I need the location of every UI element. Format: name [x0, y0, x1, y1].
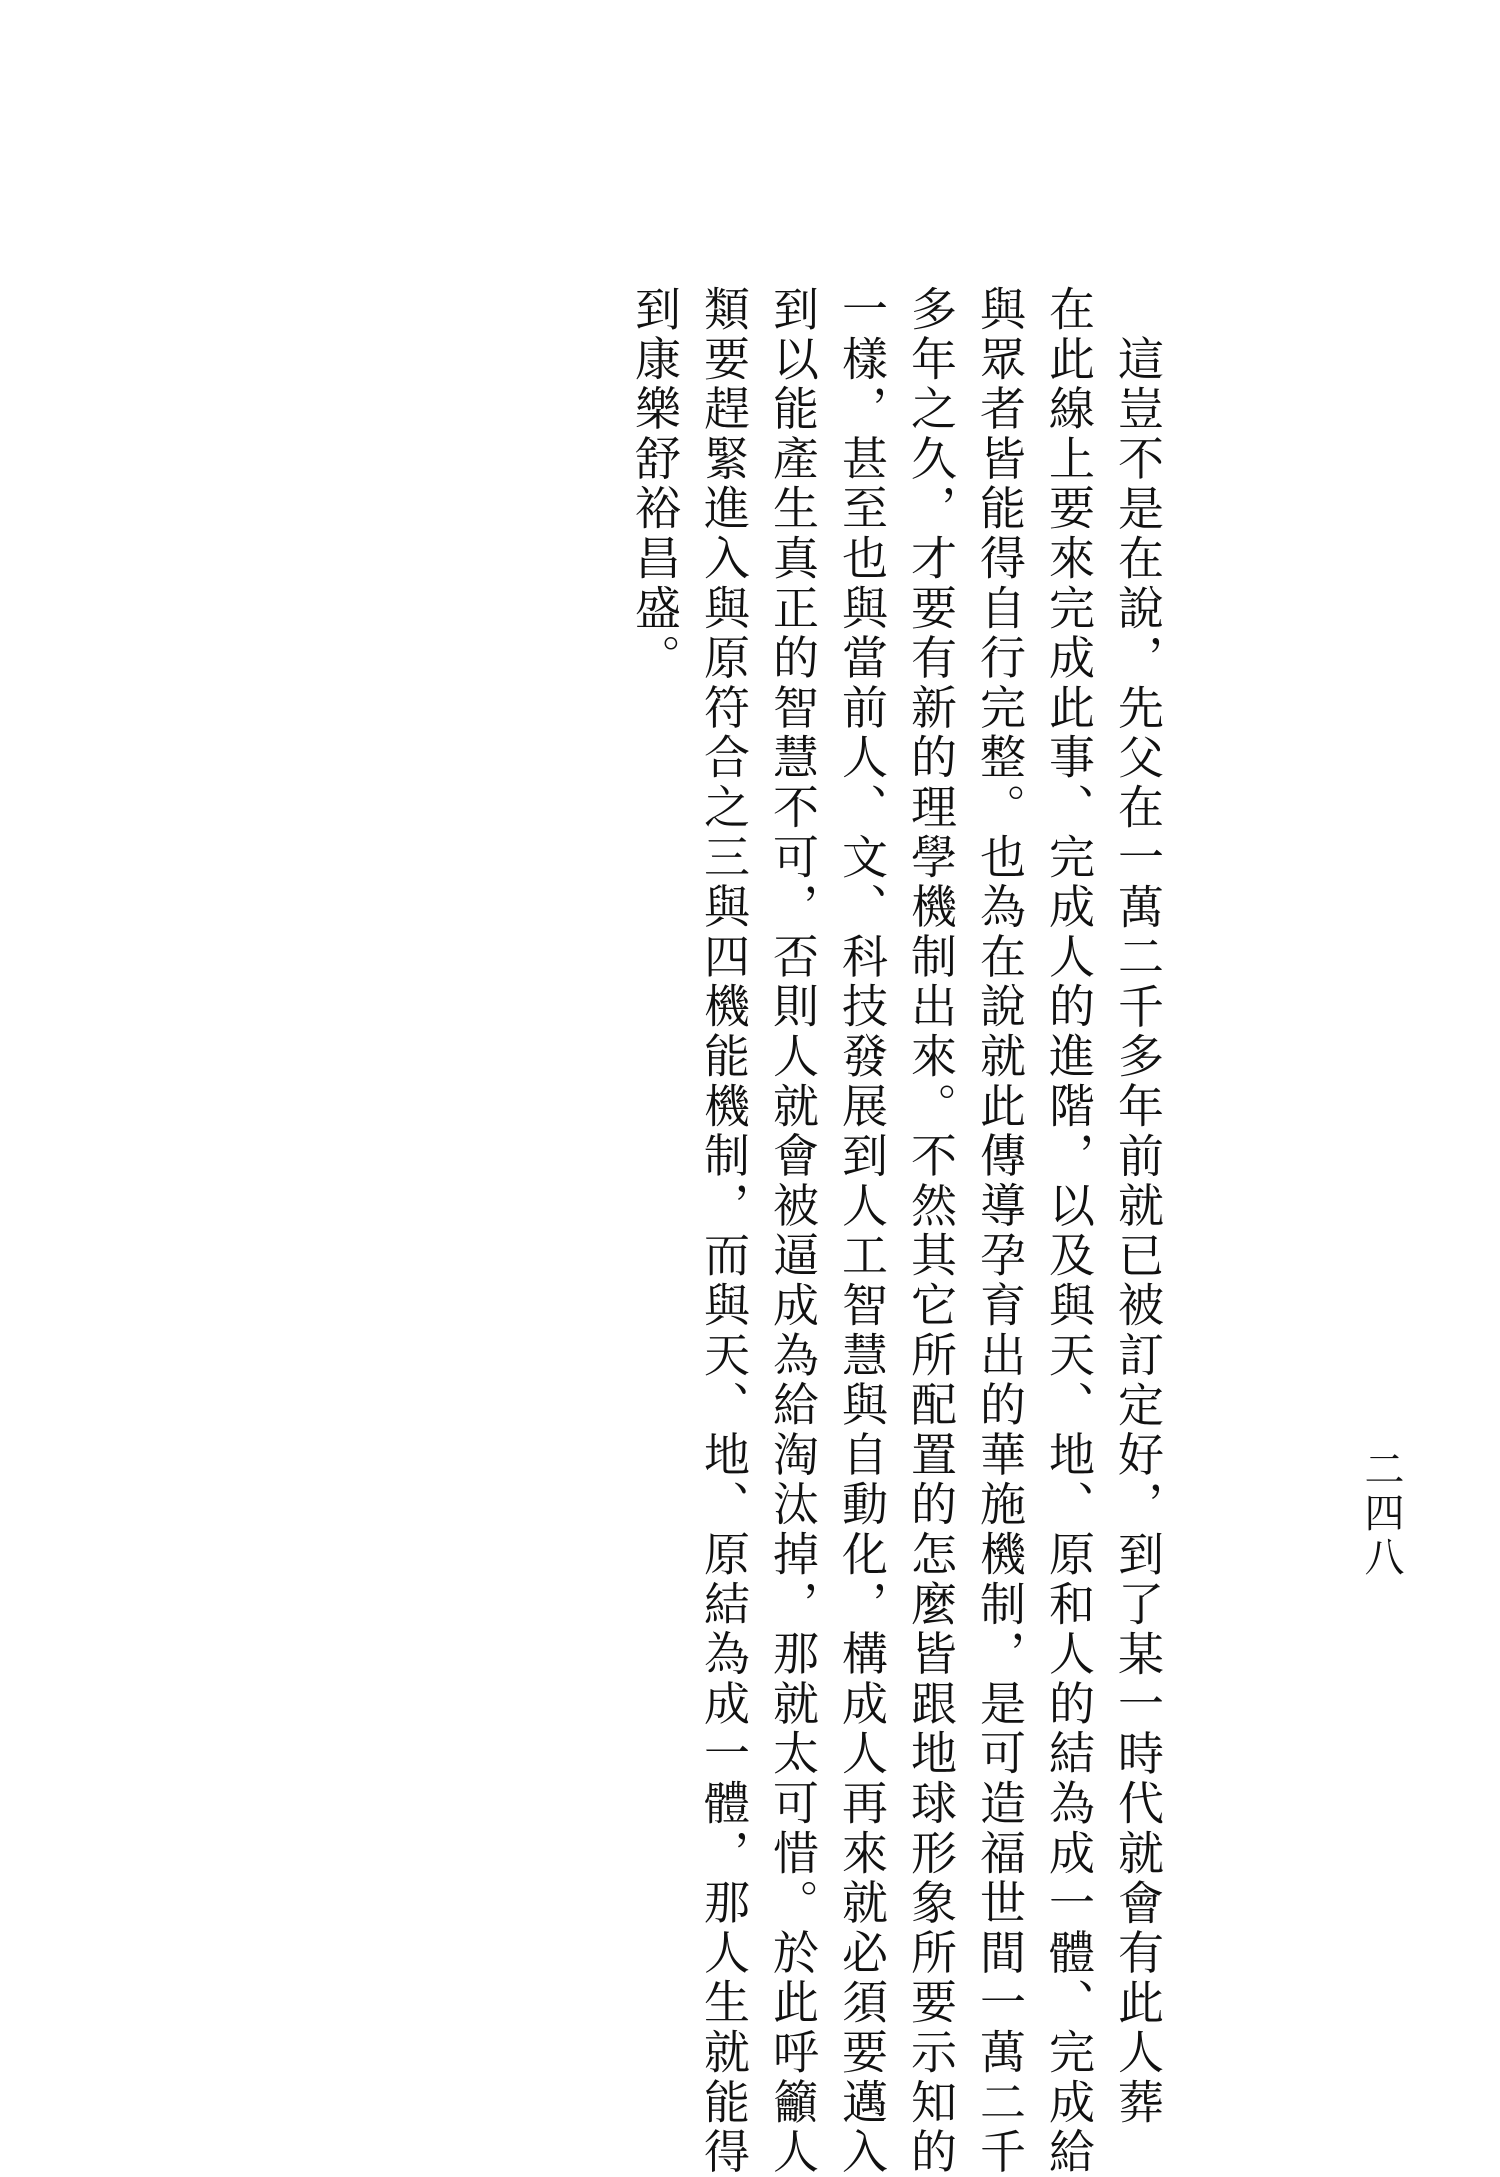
- text-line-6: 到以能產生真正的智慧不可，否則人就會被逼成為給淘汰掉，那就太可惜。於此呼籲人: [766, 285, 820, 2177]
- text-line-7: 類要趕緊進入與原符合之三與四機能機制，而與天、地、原結為成一體，那人生就能得: [697, 285, 751, 2177]
- text-line-5: 一樣，甚至也與當前人、文、科技發展到人工智慧與自動化，構成人再來就必須要邁入: [835, 285, 889, 2177]
- text-line-3: 與眾者皆能得自行完整。也為在說就此傳導孕育出的華施機制，是可造福世間一萬二千: [973, 285, 1027, 2177]
- text-line-1: 這豈不是在說，先父在一萬二千多年前就已被訂定好，到了某一時代就會有此人葬: [1111, 335, 1165, 2128]
- text-line-8: 到康樂舒裕昌盛。: [628, 285, 682, 684]
- body-text: [620, 285, 1172, 2177]
- text-line-2: 在此線上要來完成此事、完成人的進階，以及與天、地、原和人的結為成一體、完成給: [1042, 285, 1096, 2177]
- text-line-4: 多年之久，才要有新的理學機制出來。不然其它所配置的怎麼皆跟地球形象所要示知的: [904, 285, 958, 2177]
- page-number: 二四八: [1358, 1448, 1404, 1580]
